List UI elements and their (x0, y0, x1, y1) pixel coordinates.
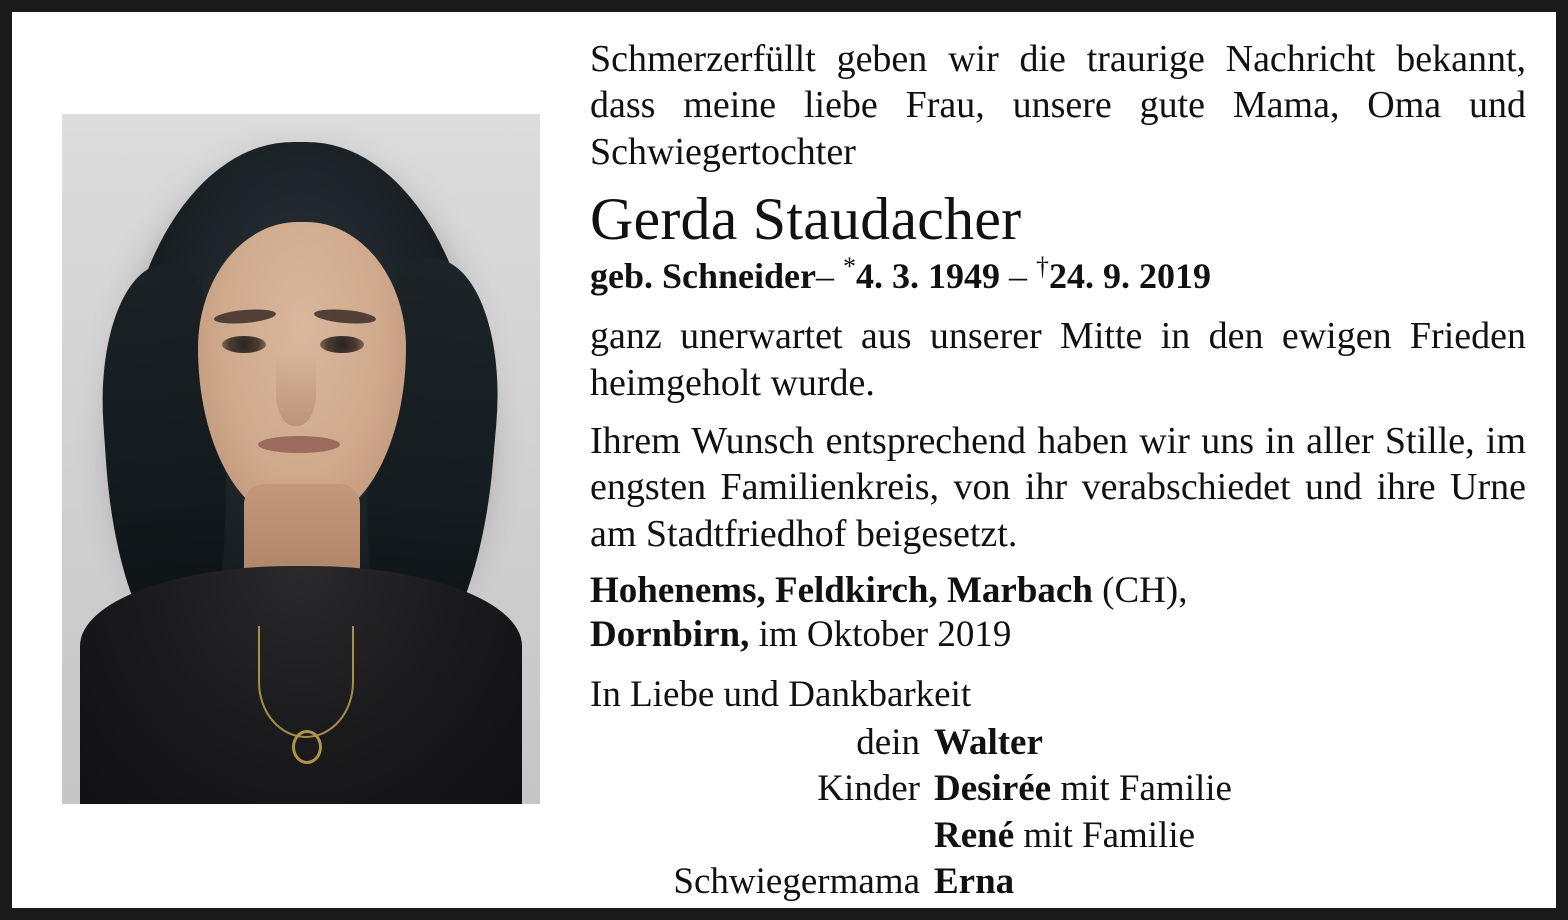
signoff-row (590, 766, 1526, 812)
birth-star-icon: * (843, 251, 857, 281)
obituary-inner-frame (12, 12, 1556, 908)
signoff-suffix: mit Familie (1014, 814, 1196, 856)
places-line-1-bold: Hohenems, Feldkirch, Marbach (590, 570, 1093, 612)
signoff-name: Walter (934, 722, 1043, 764)
death-date: 24. 9. 2019 (1049, 255, 1212, 296)
signoff-row (590, 720, 1526, 766)
nose-shade (276, 354, 316, 426)
intro-paragraph: Schmerzerfüllt geben wir die traurige Nachricht bekannt, dass meine liebe Frau, unsere gute Mama, Oma und Schwiegertochter (590, 38, 1526, 173)
places-and-date (590, 569, 1526, 658)
text-column (566, 28, 1532, 905)
necklace-pendant (292, 730, 322, 764)
body-paragraph-1: ganz unerwartet aus unserer Mitte in den ewigen Frieden heimgeholt wurde. (590, 315, 1526, 404)
signoff-row (590, 813, 1526, 859)
signoff-suffix: mit Familie (1051, 768, 1232, 810)
signoff-name-wrap (934, 766, 1526, 812)
maiden-name: geb. Schneider (590, 255, 817, 296)
body-paragraph-2: Ihrem Wunsch entsprechend haben wir uns in aller Stille, im engsten Familienkreis, von ihr verabschiedet und ihre Urne am Stadtfriedhof beigesetzt. (590, 419, 1526, 555)
birth-date: 4. 3. 1949 (856, 255, 1001, 296)
signoff-name-wrap (934, 813, 1526, 859)
dash-1: – (816, 255, 835, 296)
life-dates (590, 251, 1526, 297)
signoff-name: Desirée (934, 768, 1052, 810)
mouth-shape (258, 436, 340, 453)
signoff-name-wrap (934, 859, 1526, 905)
signoff-role: Kinder (817, 768, 920, 810)
left-eye (222, 336, 266, 353)
signoff-intro: In Liebe und Dankbarkeit (590, 673, 972, 715)
portrait-photo (62, 114, 540, 804)
places-line-2-bold: Dornbirn, (590, 614, 750, 656)
signoff-name: Erna (934, 860, 1015, 902)
deceased-name: Gerda Staudacher (590, 186, 1022, 253)
signoff-rows (590, 720, 1526, 905)
places-line-2-plain: im Oktober 2019 (749, 614, 1012, 656)
portrait-column (36, 28, 566, 804)
signoff-name-wrap (934, 720, 1526, 766)
signoff-row (590, 859, 1526, 905)
cross-icon: † (1036, 251, 1050, 281)
right-eye (320, 336, 364, 353)
signoff-role: Schwiegermama (673, 860, 920, 902)
necklace-chain (258, 626, 354, 738)
signoff-role: dein (856, 722, 920, 764)
signoff-name: René (934, 814, 1015, 856)
dash-2: – (1009, 255, 1028, 296)
signoff-block (590, 672, 1526, 905)
places-line-1-plain: (CH), (1092, 570, 1188, 612)
